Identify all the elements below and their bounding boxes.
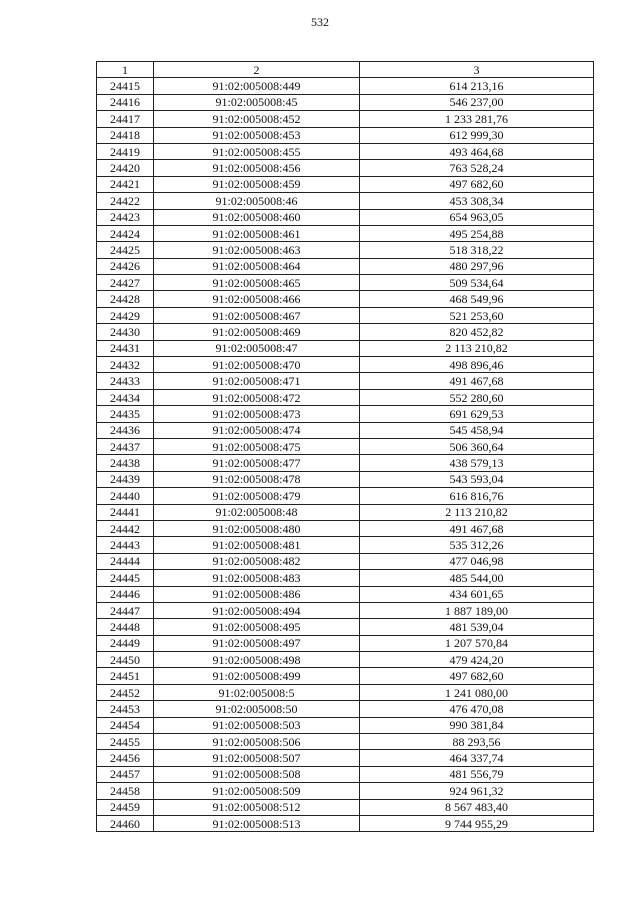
- row-number-cell: 24446: [97, 586, 154, 602]
- row-number-cell: 24447: [97, 602, 154, 618]
- cadastral-number-cell: 91:02:005008:466: [154, 291, 360, 307]
- value-cell: 691 629,53: [360, 406, 594, 422]
- cadastral-number-cell: 91:02:005008:478: [154, 471, 360, 487]
- cadastral-number-cell: 91:02:005008:486: [154, 586, 360, 602]
- cadastral-number-cell: 91:02:005008:47: [154, 340, 360, 356]
- cadastral-number-cell: 91:02:005008:45: [154, 94, 360, 110]
- value-cell: 485 544,00: [360, 570, 594, 586]
- value-cell: 990 381,84: [360, 717, 594, 733]
- row-number-cell: 24415: [97, 78, 154, 94]
- row-number-cell: 24426: [97, 258, 154, 274]
- row-number-cell: 24423: [97, 209, 154, 225]
- value-cell: 9 744 955,29: [360, 815, 594, 831]
- table-row: [97, 193, 594, 209]
- table-row: [97, 783, 594, 799]
- value-cell: 497 682,60: [360, 668, 594, 684]
- table-row: [97, 340, 594, 356]
- table-row: [97, 471, 594, 487]
- cadastral-number-cell: 91:02:005008:498: [154, 652, 360, 668]
- value-cell: 616 816,76: [360, 488, 594, 504]
- cadastral-number-cell: 91:02:005008:469: [154, 324, 360, 340]
- cadastral-number-cell: 91:02:005008:477: [154, 455, 360, 471]
- value-cell: 518 318,22: [360, 242, 594, 258]
- value-cell: 1 887 189,00: [360, 602, 594, 618]
- table-row: [97, 357, 594, 373]
- table-row: [97, 94, 594, 110]
- table-row: [97, 143, 594, 159]
- table-row: [97, 160, 594, 176]
- cadastral-number-cell: 91:02:005008:46: [154, 193, 360, 209]
- table-row: [97, 586, 594, 602]
- cadastral-number-cell: 91:02:005008:467: [154, 307, 360, 323]
- cadastral-number-cell: 91:02:005008:481: [154, 537, 360, 553]
- cadastral-number-cell: 91:02:005008:480: [154, 520, 360, 536]
- cadastral-number-cell: 91:02:005008:507: [154, 750, 360, 766]
- value-cell: 498 896,46: [360, 357, 594, 373]
- row-number-cell: 24431: [97, 340, 154, 356]
- cadastral-number-cell: 91:02:005008:472: [154, 389, 360, 405]
- table-header-row: [97, 62, 594, 78]
- value-cell: 546 237,00: [360, 94, 594, 110]
- value-cell: 654 963,05: [360, 209, 594, 225]
- row-number-cell: 24429: [97, 307, 154, 323]
- row-number-cell: 24427: [97, 275, 154, 291]
- row-number-cell: 24460: [97, 815, 154, 831]
- row-number-cell: 24448: [97, 619, 154, 635]
- table-row: [97, 602, 594, 618]
- row-number-cell: 24440: [97, 488, 154, 504]
- value-cell: 481 556,79: [360, 766, 594, 782]
- cadastral-number-cell: 91:02:005008:494: [154, 602, 360, 618]
- value-cell: 535 312,26: [360, 537, 594, 553]
- row-number-cell: 24421: [97, 176, 154, 192]
- row-number-cell: 24417: [97, 111, 154, 127]
- row-number-cell: 24428: [97, 291, 154, 307]
- value-cell: 1 207 570,84: [360, 635, 594, 651]
- row-number-cell: 24435: [97, 406, 154, 422]
- row-number-cell: 24425: [97, 242, 154, 258]
- row-number-cell: 24442: [97, 520, 154, 536]
- row-number-cell: 24445: [97, 570, 154, 586]
- row-number-cell: 24443: [97, 537, 154, 553]
- row-number-cell: 24453: [97, 701, 154, 717]
- cadastral-number-cell: 91:02:005008:473: [154, 406, 360, 422]
- value-cell: 820 452,82: [360, 324, 594, 340]
- value-cell: 552 280,60: [360, 389, 594, 405]
- row-number-cell: 24419: [97, 143, 154, 159]
- table-row: [97, 504, 594, 520]
- value-cell: 8 567 483,40: [360, 799, 594, 815]
- table-row: [97, 373, 594, 389]
- table-row: [97, 111, 594, 127]
- table-row: [97, 799, 594, 815]
- table-row: [97, 635, 594, 651]
- cadastral-number-cell: 91:02:005008:456: [154, 160, 360, 176]
- row-number-cell: 24459: [97, 799, 154, 815]
- row-number-cell: 24454: [97, 717, 154, 733]
- cadastral-number-cell: 91:02:005008:5: [154, 684, 360, 700]
- value-cell: 509 534,64: [360, 275, 594, 291]
- cadastral-number-cell: 91:02:005008:474: [154, 422, 360, 438]
- value-cell: 480 297,96: [360, 258, 594, 274]
- table-row: [97, 127, 594, 143]
- cadastral-number-cell: 91:02:005008:475: [154, 438, 360, 454]
- row-number-cell: 24418: [97, 127, 154, 143]
- cadastral-number-cell: 91:02:005008:460: [154, 209, 360, 225]
- row-number-cell: 24433: [97, 373, 154, 389]
- cadastral-number-cell: 91:02:005008:48: [154, 504, 360, 520]
- value-cell: 491 467,68: [360, 520, 594, 536]
- table-row: [97, 242, 594, 258]
- value-cell: 468 549,96: [360, 291, 594, 307]
- cadastral-value-table: [96, 61, 594, 832]
- row-number-cell: 24457: [97, 766, 154, 782]
- table-row: [97, 209, 594, 225]
- cadastral-number-cell: 91:02:005008:452: [154, 111, 360, 127]
- column-header-2: 2: [154, 62, 360, 78]
- cadastral-number-cell: 91:02:005008:509: [154, 783, 360, 799]
- value-cell: 477 046,98: [360, 553, 594, 569]
- cadastral-number-cell: 91:02:005008:503: [154, 717, 360, 733]
- row-number-cell: 24416: [97, 94, 154, 110]
- cadastral-number-cell: 91:02:005008:483: [154, 570, 360, 586]
- table-row: [97, 684, 594, 700]
- value-cell: 506 360,64: [360, 438, 594, 454]
- table-row: [97, 701, 594, 717]
- table-row: [97, 619, 594, 635]
- row-number-cell: 24422: [97, 193, 154, 209]
- row-number-cell: 24449: [97, 635, 154, 651]
- table-row: [97, 455, 594, 471]
- cadastral-number-cell: 91:02:005008:470: [154, 357, 360, 373]
- cadastral-number-cell: 91:02:005008:464: [154, 258, 360, 274]
- table-row: [97, 291, 594, 307]
- table-row: [97, 537, 594, 553]
- cadastral-number-cell: 91:02:005008:506: [154, 734, 360, 750]
- value-cell: 545 458,94: [360, 422, 594, 438]
- row-number-cell: 24451: [97, 668, 154, 684]
- page-number: 532: [311, 15, 329, 29]
- column-header-3: 3: [360, 62, 594, 78]
- cadastral-number-cell: 91:02:005008:495: [154, 619, 360, 635]
- cadastral-number-cell: 91:02:005008:497: [154, 635, 360, 651]
- table-row: [97, 225, 594, 241]
- value-cell: 763 528,24: [360, 160, 594, 176]
- value-cell: 481 539,04: [360, 619, 594, 635]
- cadastral-number-cell: 91:02:005008:512: [154, 799, 360, 815]
- table-row: [97, 553, 594, 569]
- value-cell: 924 961,32: [360, 783, 594, 799]
- row-number-cell: 24436: [97, 422, 154, 438]
- row-number-cell: 24424: [97, 225, 154, 241]
- row-number-cell: 24450: [97, 652, 154, 668]
- cadastral-number-cell: 91:02:005008:499: [154, 668, 360, 684]
- table-row: [97, 488, 594, 504]
- table-row: [97, 750, 594, 766]
- value-cell: 476 470,08: [360, 701, 594, 717]
- table-body: [97, 78, 594, 832]
- row-number-cell: 24434: [97, 389, 154, 405]
- row-number-cell: 24444: [97, 553, 154, 569]
- table-row: [97, 652, 594, 668]
- row-number-cell: 24458: [97, 783, 154, 799]
- value-cell: 497 682,60: [360, 176, 594, 192]
- value-cell: 464 337,74: [360, 750, 594, 766]
- table-row: [97, 78, 594, 94]
- cadastral-number-cell: 91:02:005008:482: [154, 553, 360, 569]
- table-row: [97, 766, 594, 782]
- row-number-cell: 24439: [97, 471, 154, 487]
- cadastral-number-cell: 91:02:005008:453: [154, 127, 360, 143]
- cadastral-number-cell: 91:02:005008:479: [154, 488, 360, 504]
- cadastral-number-cell: 91:02:005008:513: [154, 815, 360, 831]
- value-cell: 614 213,16: [360, 78, 594, 94]
- value-cell: 2 113 210,82: [360, 504, 594, 520]
- table-row: [97, 389, 594, 405]
- row-number-cell: 24452: [97, 684, 154, 700]
- value-cell: 88 293,56: [360, 734, 594, 750]
- table-row: [97, 520, 594, 536]
- cadastral-number-cell: 91:02:005008:50: [154, 701, 360, 717]
- table-row: [97, 668, 594, 684]
- column-header-1: 1: [97, 62, 154, 78]
- table-row: [97, 307, 594, 323]
- value-cell: 2 113 210,82: [360, 340, 594, 356]
- table-row: [97, 570, 594, 586]
- table-row: [97, 422, 594, 438]
- table-row: [97, 815, 594, 831]
- cadastral-number-cell: 91:02:005008:455: [154, 143, 360, 159]
- cadastral-number-cell: 91:02:005008:459: [154, 176, 360, 192]
- value-cell: 453 308,34: [360, 193, 594, 209]
- cadastral-number-cell: 91:02:005008:465: [154, 275, 360, 291]
- cadastral-number-cell: 91:02:005008:508: [154, 766, 360, 782]
- table-row: [97, 275, 594, 291]
- cadastral-number-cell: 91:02:005008:461: [154, 225, 360, 241]
- value-cell: 543 593,04: [360, 471, 594, 487]
- table-row: [97, 438, 594, 454]
- value-cell: 1 241 080,00: [360, 684, 594, 700]
- value-cell: 438 579,13: [360, 455, 594, 471]
- value-cell: 495 254,88: [360, 225, 594, 241]
- row-number-cell: 24437: [97, 438, 154, 454]
- value-cell: 1 233 281,76: [360, 111, 594, 127]
- table-row: [97, 176, 594, 192]
- row-number-cell: 24456: [97, 750, 154, 766]
- cadastral-number-cell: 91:02:005008:449: [154, 78, 360, 94]
- row-number-cell: 24438: [97, 455, 154, 471]
- value-cell: 493 464,68: [360, 143, 594, 159]
- value-cell: 491 467,68: [360, 373, 594, 389]
- row-number-cell: 24441: [97, 504, 154, 520]
- table-row: [97, 258, 594, 274]
- cadastral-number-cell: 91:02:005008:463: [154, 242, 360, 258]
- value-cell: 479 424,20: [360, 652, 594, 668]
- table-row: [97, 324, 594, 340]
- value-cell: 612 999,30: [360, 127, 594, 143]
- row-number-cell: 24430: [97, 324, 154, 340]
- row-number-cell: 24420: [97, 160, 154, 176]
- table-row: [97, 717, 594, 733]
- value-cell: 521 253,60: [360, 307, 594, 323]
- table-row: [97, 734, 594, 750]
- table-row: [97, 406, 594, 422]
- row-number-cell: 24455: [97, 734, 154, 750]
- value-cell: 434 601,65: [360, 586, 594, 602]
- cadastral-number-cell: 91:02:005008:471: [154, 373, 360, 389]
- row-number-cell: 24432: [97, 357, 154, 373]
